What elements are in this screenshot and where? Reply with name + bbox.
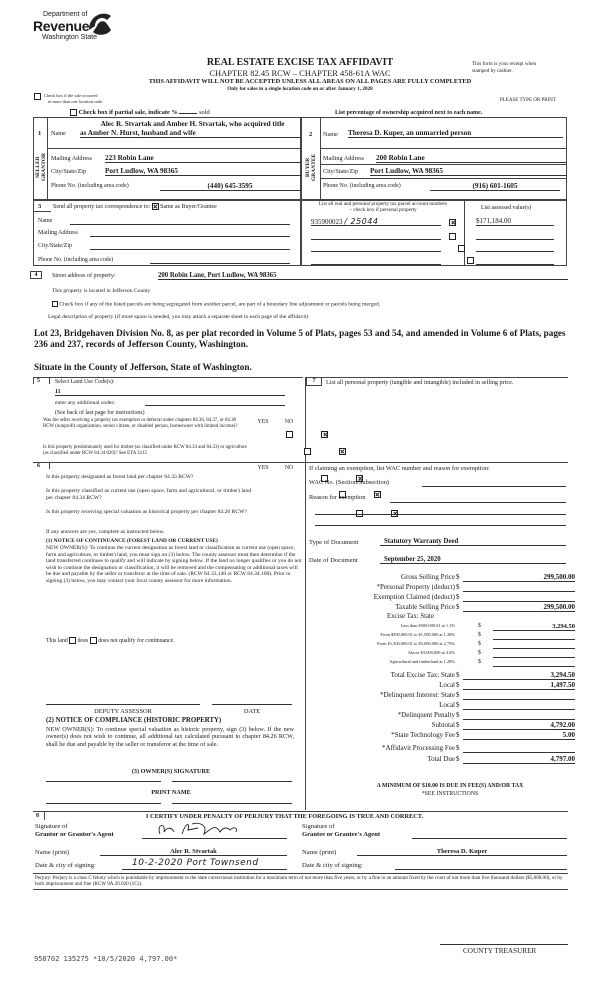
processing-fee-label: *Affidavit Processing Fee bbox=[382, 744, 455, 752]
personal-property-checkbox[interactable] bbox=[458, 245, 465, 252]
street-label: Street address of property: bbox=[52, 273, 116, 279]
tier-label: Less than $500,000.01 at 1.1% bbox=[400, 623, 455, 628]
land-use-instructions: (See back of last page for instructions) bbox=[55, 410, 145, 416]
total-state-label: Total Excise Tax: State bbox=[390, 671, 455, 679]
seller-phone-field[interactable]: (440) 645-3595 bbox=[160, 182, 300, 191]
tier-label: Above $3,000,000 at 3.0% bbox=[407, 650, 455, 655]
seller-name-line1[interactable]: Alec R. Stvartak and Amber H. Stvartak, who acquired title bbox=[100, 120, 285, 128]
seller-mailing-field[interactable]: 223 Robin Lane bbox=[105, 154, 300, 163]
grantee-signature-field[interactable] bbox=[412, 830, 567, 839]
does-qualify-checkbox[interactable] bbox=[69, 637, 76, 644]
delinquent-state-label: *Delinquent Interest: State bbox=[379, 691, 455, 699]
buyer-phone-field[interactable]: (916) 601-1605 bbox=[430, 182, 560, 191]
gross-selling-price-field[interactable]: 299,500.00 bbox=[463, 573, 575, 582]
partial-sale-checkbox[interactable] bbox=[70, 109, 77, 116]
grantor-signature-scribble bbox=[142, 820, 287, 837]
corr-mailing-field[interactable] bbox=[90, 229, 290, 237]
see-instructions-note: *SEE INSTRUCTIONS bbox=[421, 791, 479, 797]
does-not-label: does not qualify for continuance. bbox=[98, 637, 175, 644]
land-use-q1-yes-checkbox[interactable] bbox=[286, 431, 293, 438]
land-use-label: Select Land Use Code(s): bbox=[55, 379, 115, 385]
dollar-sign: $ bbox=[456, 573, 460, 581]
corr-city-field[interactable] bbox=[90, 242, 290, 250]
grantor-sig-label-2: Grantor or Grantor's Agent bbox=[35, 831, 114, 838]
land-use-q2-yes-checkbox[interactable] bbox=[304, 448, 311, 455]
grantor-date-city-label: Date & city of signing: bbox=[35, 862, 96, 869]
tier-value-field[interactable] bbox=[493, 641, 575, 649]
parcel-row bbox=[311, 217, 461, 227]
tax-tier-row bbox=[310, 650, 595, 658]
assessed-value-field[interactable] bbox=[476, 257, 554, 265]
dollar-sign: $ bbox=[478, 659, 481, 665]
buyer-name-field[interactable]: Theresa D. Kuper, an unmarried person bbox=[348, 129, 563, 138]
dollar-sign: $ bbox=[478, 650, 481, 656]
deputy-assessor-signature-field[interactable] bbox=[46, 699, 200, 705]
seller-name-line2[interactable]: as Amber N. Hurst, husband and wife bbox=[80, 129, 300, 138]
grantee-name-label: Name (print) bbox=[302, 849, 337, 856]
multi-location-checkbox[interactable] bbox=[34, 93, 41, 100]
delinquent-penalty-field[interactable] bbox=[463, 711, 575, 720]
form-note: Only for sales in a single location code on or after January 1, 2020 bbox=[227, 86, 373, 92]
wac-number-field[interactable] bbox=[422, 479, 566, 487]
form-subtitle: CHAPTER 82.45 RCW – CHAPTER 458-61A WAC bbox=[209, 68, 391, 78]
assessor-date-field[interactable] bbox=[212, 699, 292, 705]
dor-logo bbox=[33, 8, 128, 48]
personal-property-list-field[interactable] bbox=[326, 396, 566, 456]
total-due-label: Total Due bbox=[427, 755, 455, 763]
subtotal-row bbox=[310, 721, 595, 731]
processing-fee-row bbox=[310, 744, 595, 754]
assessor-date-label: DATE bbox=[243, 708, 261, 715]
tier-label: From $500,000.01 to $1,500,000 at 1.28% bbox=[380, 632, 455, 637]
minimum-note: A MINIMUM OF $10.00 IS DUE IN FEE(S) AND/OR TAX bbox=[376, 783, 524, 789]
corr-name-field[interactable] bbox=[70, 217, 290, 225]
dollar-sign: $ bbox=[456, 671, 460, 679]
partial-sale-option[interactable] bbox=[70, 109, 210, 116]
personal-property-label: *Personal Property (deduct) bbox=[376, 583, 455, 591]
tier-value-field[interactable] bbox=[493, 632, 575, 640]
grantor-sig-label-1: Signature of bbox=[35, 823, 68, 830]
same-as-buyer-checkbox[interactable] bbox=[152, 203, 159, 210]
buyer-city-field[interactable]: Port Ludlow, WA 98365 bbox=[370, 167, 566, 176]
delinquent-state-row bbox=[310, 691, 595, 701]
seller-city-field[interactable]: Port Ludlow, WA 98365 bbox=[105, 167, 300, 176]
corr-name-label: Name bbox=[38, 218, 53, 224]
same-as-buyer-label: Same as Buyer/Grantee bbox=[160, 203, 217, 210]
assessed-value-field[interactable] bbox=[476, 244, 554, 252]
parcel-number: 935900023 bbox=[311, 218, 343, 226]
parcels-header-line2: – check box if personal property bbox=[349, 207, 417, 213]
land-use-question: Was the seller receiving a property tax exemption or deferral under chapters 84.36, 84.37, or 84.38 RCW (nonprofit organization, senior citizen, or disabled person, homeowner with limited income)? bbox=[43, 418, 238, 429]
grantor-date-city-field[interactable]: 10-2-2020 Port Townsend bbox=[122, 858, 287, 870]
print-name-field-2[interactable] bbox=[172, 798, 292, 804]
property-section-number: 4 bbox=[30, 271, 42, 279]
owner-signature-field-2[interactable] bbox=[172, 776, 292, 782]
receipt-note bbox=[472, 61, 536, 75]
legal-label: Legal description of property (if more space is needed, you may attach a separate sheet to each page of the affidavit) bbox=[48, 314, 309, 320]
land-use-section-number: 5 bbox=[37, 378, 40, 384]
buyer-name-label: Name bbox=[323, 131, 338, 138]
taxable-selling-price-row bbox=[310, 603, 595, 613]
legal-description[interactable]: Lot 23, Bridgehaven Division No. 8, as per plat recorded in Volume 5 of Plats, pages 53 and 54, and amended in Volume 6 of Plats, pages 236 and 237, records of Jefferson County, Washington. bbox=[34, 328, 566, 349]
tax-tier-row bbox=[310, 659, 595, 667]
gross-label: Gross Selling Price bbox=[400, 573, 455, 581]
grantee-sig-label bbox=[302, 823, 380, 839]
delinquent-local-field[interactable] bbox=[463, 701, 575, 710]
land-use-yes-header: YES bbox=[257, 419, 269, 425]
doc-date-field[interactable]: September 25, 2020 bbox=[380, 556, 566, 564]
buyer-mailing-field[interactable]: 200 Robin Lane bbox=[376, 154, 566, 163]
total-state-row bbox=[310, 671, 595, 681]
exemption-claimed-field[interactable] bbox=[463, 593, 575, 602]
tax-tier-row bbox=[310, 623, 595, 631]
print-name-label: PRINT NAME bbox=[151, 789, 191, 796]
parcel-number-field[interactable] bbox=[311, 232, 441, 240]
tier-label: Agricultural and timberland at 1.28% bbox=[389, 659, 455, 664]
land-use-no-header: NO bbox=[284, 419, 294, 425]
continuance-row bbox=[46, 637, 175, 644]
print-name-field-1[interactable] bbox=[46, 798, 161, 804]
ownership-note: List percentage of ownership acquired next to each name. bbox=[335, 110, 483, 116]
parcel-number-field[interactable] bbox=[311, 257, 441, 265]
local-tax-row bbox=[310, 681, 595, 691]
notice1-text: NEW OWNER(S): To continue the current designation as forest land or classification as current use (open space, farm and agriculture, or timber) land, you must sign on (3) below. The county assessor must then determine if the land transferred continues to qualify and will indicate by signing below. If the land no longer qualifies or you do not wish to continue the designation or classification, it will be removed and the compensating or additional taxes will be due and payable by the seller or transferor at the time of sale. (RCW 84.33.140 or RCW 84.34.108). Prior to signing (3) below, you may contact your local county assessor for more information. bbox=[46, 545, 302, 584]
receipt-note-line2: stamped by cashier. bbox=[472, 68, 513, 74]
certify-section-number: 8 bbox=[36, 813, 39, 819]
reason-label: Reason for exemption bbox=[309, 494, 366, 501]
buyer-mailing-label: Mailing Address bbox=[323, 155, 365, 162]
partial-sale-label: Check box if partial sale, indicate % bbox=[78, 109, 178, 116]
section6-question: Is this property designated as forest land per chapter 84.33 RCW? bbox=[46, 474, 194, 480]
total-state-field[interactable]: 3,294.50 bbox=[463, 671, 575, 680]
corr-phone-label: Phone No. (including area code) bbox=[38, 257, 114, 263]
notice2-text: NEW OWNER(S): To continue special valuation as historic property, sign (3) below. If the new owner(s) does not wish to continue, all additional tax calculated pursuant to chapter 84.26 RCW, shall be due and payable by the seller or transferor at the time of sale. bbox=[46, 726, 294, 748]
correspondence-label-row bbox=[53, 203, 217, 210]
section6-question: Is this property classified as current use (open space, farm and agricultural, or timber) land per chapter 84.34 RCW? bbox=[46, 488, 251, 501]
excise-tax-label: Excise Tax: State bbox=[387, 613, 434, 620]
doc-date-label: Date of Document bbox=[309, 557, 358, 564]
receipt-stamp: 958702 135275 *10/5/2020 4,797.00* bbox=[34, 955, 178, 963]
corr-city-label: City/State/Zip bbox=[38, 243, 72, 249]
assessed-header: List assessed value(s) bbox=[481, 205, 532, 211]
dollar-sign: $ bbox=[456, 731, 460, 739]
grantor-name-label: Name (print) bbox=[35, 849, 70, 856]
notice2-title: (2) NOTICE OF COMPLIANCE (HISTORIC PROPERTY) bbox=[46, 717, 222, 724]
deputy-assessor-label: DEPUTY ASSESSOR bbox=[94, 708, 152, 715]
this-land-label: This land bbox=[46, 637, 68, 644]
wac-label: WAC No. (Section/Subsection) bbox=[309, 479, 390, 486]
doc-type-field[interactable]: Statutory Warranty Deed bbox=[380, 538, 566, 546]
delinquent-local-label: Local bbox=[439, 701, 455, 709]
tax-tier-row bbox=[310, 641, 595, 649]
taxable-selling-price-field[interactable]: 299,500.00 bbox=[463, 603, 575, 612]
tier-label: From $1,500,000.01 to $3,000,000 at 2.75% bbox=[377, 641, 455, 646]
dollar-sign: $ bbox=[478, 623, 481, 629]
does-label: does bbox=[77, 637, 89, 644]
assessed-value-field[interactable] bbox=[476, 232, 554, 240]
parcel-handwritten: / 25044 bbox=[344, 217, 379, 226]
please-type-note: PLEASE TYPE OR PRINT bbox=[500, 98, 556, 103]
seller-city-label: City/State/Zip bbox=[51, 168, 87, 175]
local-tax-field[interactable]: 1,497.50 bbox=[463, 681, 575, 690]
buyer-city-label: City/State/Zip bbox=[323, 168, 359, 175]
section6-number: 6 bbox=[37, 463, 40, 469]
subtotal-field[interactable]: 4,792.00 bbox=[463, 721, 575, 730]
corr-phone-field[interactable] bbox=[150, 256, 290, 264]
exemption-label: If claiming an exemption, list WAC number and reason for exemption: bbox=[309, 465, 490, 472]
owner-signature-label: (3) OWNER(S) SIGNATURE bbox=[131, 768, 211, 775]
tax-tier-row bbox=[310, 632, 595, 640]
corr-mailing-label: Mailing Address bbox=[38, 230, 78, 236]
dollar-sign: $ bbox=[478, 632, 481, 638]
dollar-sign: $ bbox=[456, 691, 460, 699]
additional-codes-label: enter any additional codes: bbox=[55, 400, 116, 406]
parcels-header bbox=[302, 201, 464, 213]
correspondence-section-number: 3 bbox=[38, 203, 42, 210]
dollar-sign: $ bbox=[478, 641, 481, 647]
total-due-row bbox=[310, 755, 595, 765]
notice1-title: (1) NOTICE OF CONTINUANCE (FOREST LAND OR CURRENT USE) bbox=[46, 538, 218, 544]
reason-field-2[interactable] bbox=[315, 507, 566, 515]
if-yes-note: If any answers are yes, complete as instructed below. bbox=[46, 529, 165, 535]
total-due-field[interactable]: 4,797.00 bbox=[463, 755, 575, 764]
local-label: Local bbox=[439, 681, 455, 689]
perjury-notice: Perjury: Perjury is a class C felony which is punishable by imprisonment in the state correctional institution for a maximum term of not more than five years, or by a fine in an amount fixed by the court of not more than five thousand dollars ($5,000.00), or by both imprisonment and fine (RCW 9A.20.020 (1C)). bbox=[35, 875, 563, 888]
dollar-sign: $ bbox=[456, 701, 460, 709]
section6-no-header: NO bbox=[284, 465, 294, 471]
reason-field-3[interactable] bbox=[315, 518, 566, 526]
multi-location-option[interactable] bbox=[34, 93, 103, 104]
personal-property-checkbox[interactable] bbox=[449, 233, 456, 240]
grantee-date-city-label: Date & city of signing: bbox=[302, 862, 363, 869]
seller-mailing-label: Mailing Address bbox=[51, 155, 93, 162]
main-divider bbox=[305, 377, 306, 810]
exemption-claimed-label: Exemption Claimed (deduct) bbox=[373, 593, 455, 601]
logo-line1: Department of bbox=[43, 11, 88, 18]
segregated-label: Check box if any of the listed parcels are being segregated from another parcel, are part of a boundary line adjustment or parcels being merged. bbox=[59, 301, 381, 308]
dollar-sign: $ bbox=[456, 583, 460, 591]
street-address-field[interactable]: 200 Robin Lane, Port Ludlow, WA 98365 bbox=[158, 272, 568, 280]
grantee-sig-label-2: Grantee or Grantee's Agent bbox=[302, 831, 381, 838]
parcel-number-field[interactable] bbox=[311, 244, 441, 252]
buyer-side-label: BUYER GRANTEE bbox=[305, 153, 317, 181]
dollar-sign: $ bbox=[456, 721, 460, 729]
multi-location-label-1: Check box if the sale occurred bbox=[44, 93, 98, 98]
grantee-name-field[interactable]: Theresa D. Kuper bbox=[357, 848, 567, 856]
current-use-no-checkbox[interactable] bbox=[374, 491, 381, 498]
seller-side-label: SELLER GRANTOR bbox=[35, 153, 47, 182]
multi-location-label-2: in more than one location code. bbox=[48, 98, 104, 104]
parcel-number-field[interactable] bbox=[311, 217, 441, 226]
buyer-phone-label: Phone No. (including area code) bbox=[323, 183, 401, 189]
segregated-option[interactable] bbox=[52, 301, 380, 307]
partial-sale-percent-field[interactable] bbox=[179, 113, 197, 114]
dor-swirl-icon bbox=[85, 8, 115, 38]
situate-text: Situate in the County of Jefferson, State of Washington. bbox=[34, 362, 252, 372]
buyer-section-number: 2 bbox=[309, 131, 313, 138]
delinquent-local-row bbox=[310, 701, 595, 711]
dollar-sign: $ bbox=[456, 711, 460, 719]
subtotal-label: Subtotal bbox=[431, 721, 455, 729]
logo-line3: Washington State bbox=[42, 34, 97, 41]
logo-line2: Revenue bbox=[33, 18, 90, 34]
tech-fee-label: *State Technology Fee bbox=[391, 731, 455, 739]
taxable-label: Taxable Selling Price bbox=[395, 603, 455, 611]
personal-property-row bbox=[310, 583, 595, 593]
section7-number: 7 bbox=[306, 378, 322, 386]
delinquent-penalty-row bbox=[310, 711, 595, 721]
owner-signature-field-1[interactable] bbox=[46, 776, 161, 782]
land-use-question: Is this property predominantly used for timber (as classified under RCW 84.34 and 84.33) or agriculture (as classified under RCW 84.34.020)? See ETA 3215 bbox=[43, 445, 247, 456]
delinquent-state-field[interactable] bbox=[463, 691, 575, 700]
tier-value-field[interactable] bbox=[493, 650, 575, 658]
doc-type-label: Type of Document bbox=[309, 539, 359, 546]
personal-property-checkbox[interactable] bbox=[449, 219, 456, 226]
parcels-header-line1: List all real and personal property tax parcel account numbers bbox=[318, 201, 448, 207]
tier-value-field[interactable] bbox=[493, 659, 575, 667]
dollar-sign: $ bbox=[456, 755, 460, 763]
does-not-qualify-checkbox[interactable] bbox=[90, 637, 97, 644]
tech-fee-field[interactable]: 5.00 bbox=[463, 731, 575, 740]
dollar-sign: $ bbox=[456, 744, 460, 752]
receipt-note-line1: This form is your receipt when bbox=[472, 61, 537, 67]
tier-value-field[interactable]: 3,294.50 bbox=[493, 623, 575, 631]
form-warning: THIS AFFIDAVIT WILL NOT BE ACCEPTED UNLESS ALL AREAS ON ALL PAGES ARE FULLY COMPLETED bbox=[148, 78, 472, 85]
gross-selling-price-row bbox=[310, 573, 595, 583]
exemption-claimed-row bbox=[310, 593, 595, 603]
personal-property-deduct-field[interactable] bbox=[463, 583, 575, 592]
grantor-sig-label bbox=[35, 823, 114, 839]
seller-phone-label: Phone No. (including area code) bbox=[51, 183, 129, 189]
form-title: REAL ESTATE EXCISE TAX AFFIDAVIT bbox=[206, 57, 394, 68]
treasurer-signature-field[interactable] bbox=[440, 939, 568, 945]
grantor-name-field[interactable]: Alec R. Stvartak bbox=[100, 848, 287, 856]
personal-property-list-label: List all personal property (tangible and intangible) included in selling price. bbox=[326, 379, 514, 386]
seller-name-label: Name bbox=[51, 130, 66, 137]
grantee-date-city-field[interactable] bbox=[395, 862, 567, 870]
dollar-sign: $ bbox=[456, 681, 460, 689]
seller-section-number: 1 bbox=[38, 130, 42, 137]
grantor-signature-field[interactable] bbox=[142, 822, 287, 839]
personal-property-checkbox[interactable] bbox=[467, 257, 474, 264]
correspondence-label: Send all property tax correspondence to: bbox=[53, 203, 151, 210]
county-treasurer-label: COUNTY TREASURER bbox=[463, 947, 537, 955]
county-note: This property is located in Jefferson County bbox=[52, 288, 151, 294]
dollar-sign: $ bbox=[456, 603, 460, 611]
partial-sale-suffix: sold bbox=[199, 109, 210, 116]
section6-question: Is this property receiving special valuation as historical property per chapter 84.26 RCW? bbox=[46, 509, 247, 515]
dollar-sign: $ bbox=[456, 593, 460, 601]
reason-field-1[interactable] bbox=[390, 495, 566, 503]
segregated-checkbox[interactable] bbox=[52, 301, 58, 307]
section6-yes-header: YES bbox=[257, 465, 269, 471]
certify-statement: I CERTIFY UNDER PENALTY OF PERJURY THAT THE FOREGOING IS TRUE AND CORRECT. bbox=[146, 813, 424, 820]
processing-fee-field[interactable] bbox=[463, 744, 575, 753]
assessed-value-field[interactable]: $171,184.00 bbox=[476, 217, 554, 226]
tech-fee-row bbox=[310, 731, 595, 741]
additional-codes-field[interactable] bbox=[145, 399, 285, 406]
penalty-label: *Delinquent Penalty bbox=[397, 711, 455, 719]
grantee-sig-label-1: Signature of bbox=[302, 823, 335, 830]
land-use-code-field[interactable]: 11 bbox=[55, 389, 285, 396]
